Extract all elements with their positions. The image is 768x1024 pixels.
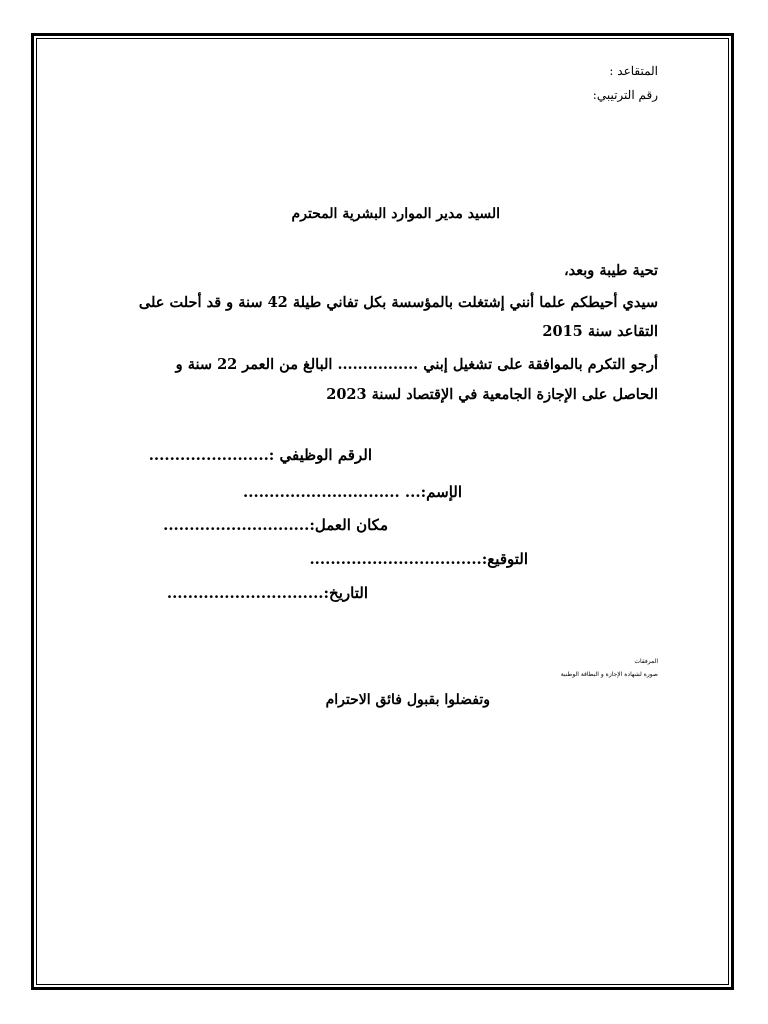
body-line-1: سيدي أحيطكم علما أنني إشتغلت بالمؤسسة بكل تفاني طيلة 42 سنة و قد أحلت على bbox=[138, 294, 658, 311]
retiree-label: المتقاعد : bbox=[609, 64, 658, 78]
date-field: التاريخ:.............................. bbox=[166, 584, 368, 602]
greeting-line: تحية طيبة وبعد، bbox=[563, 262, 658, 279]
body-line-2: التقاعد سنة 2015 bbox=[542, 323, 658, 340]
attachments-item: صورة لشهادة الإجازة و البطاقة الوطنية bbox=[560, 671, 658, 678]
rank-label: رقم الترتيبي: bbox=[592, 88, 658, 102]
body-line-3: أرجو التكرم بالموافقة على تشغيل إبني ................ البالغ من العمر 22 سنة و bbox=[175, 356, 658, 373]
page-inner-border bbox=[36, 38, 729, 985]
addressee-line: السيد مدير الموارد البشرية المحترم bbox=[291, 206, 500, 222]
attachments-title: المرفقات bbox=[634, 658, 658, 665]
body-line-4: الحاصل على الإجازة الجامعية في الإقتصاد لسنة 2023 bbox=[326, 386, 658, 403]
signature-field: التوقيع:................................. bbox=[309, 550, 528, 568]
closing-line: وتفضلوا بقبول فائق الاحترام bbox=[325, 692, 490, 708]
name-field: الإسم:... .............................. bbox=[243, 483, 462, 501]
workplace-field: مكان العمل:............................ bbox=[163, 516, 388, 534]
employee-number-field: الرقم الوظيفي :....................... bbox=[148, 446, 372, 464]
